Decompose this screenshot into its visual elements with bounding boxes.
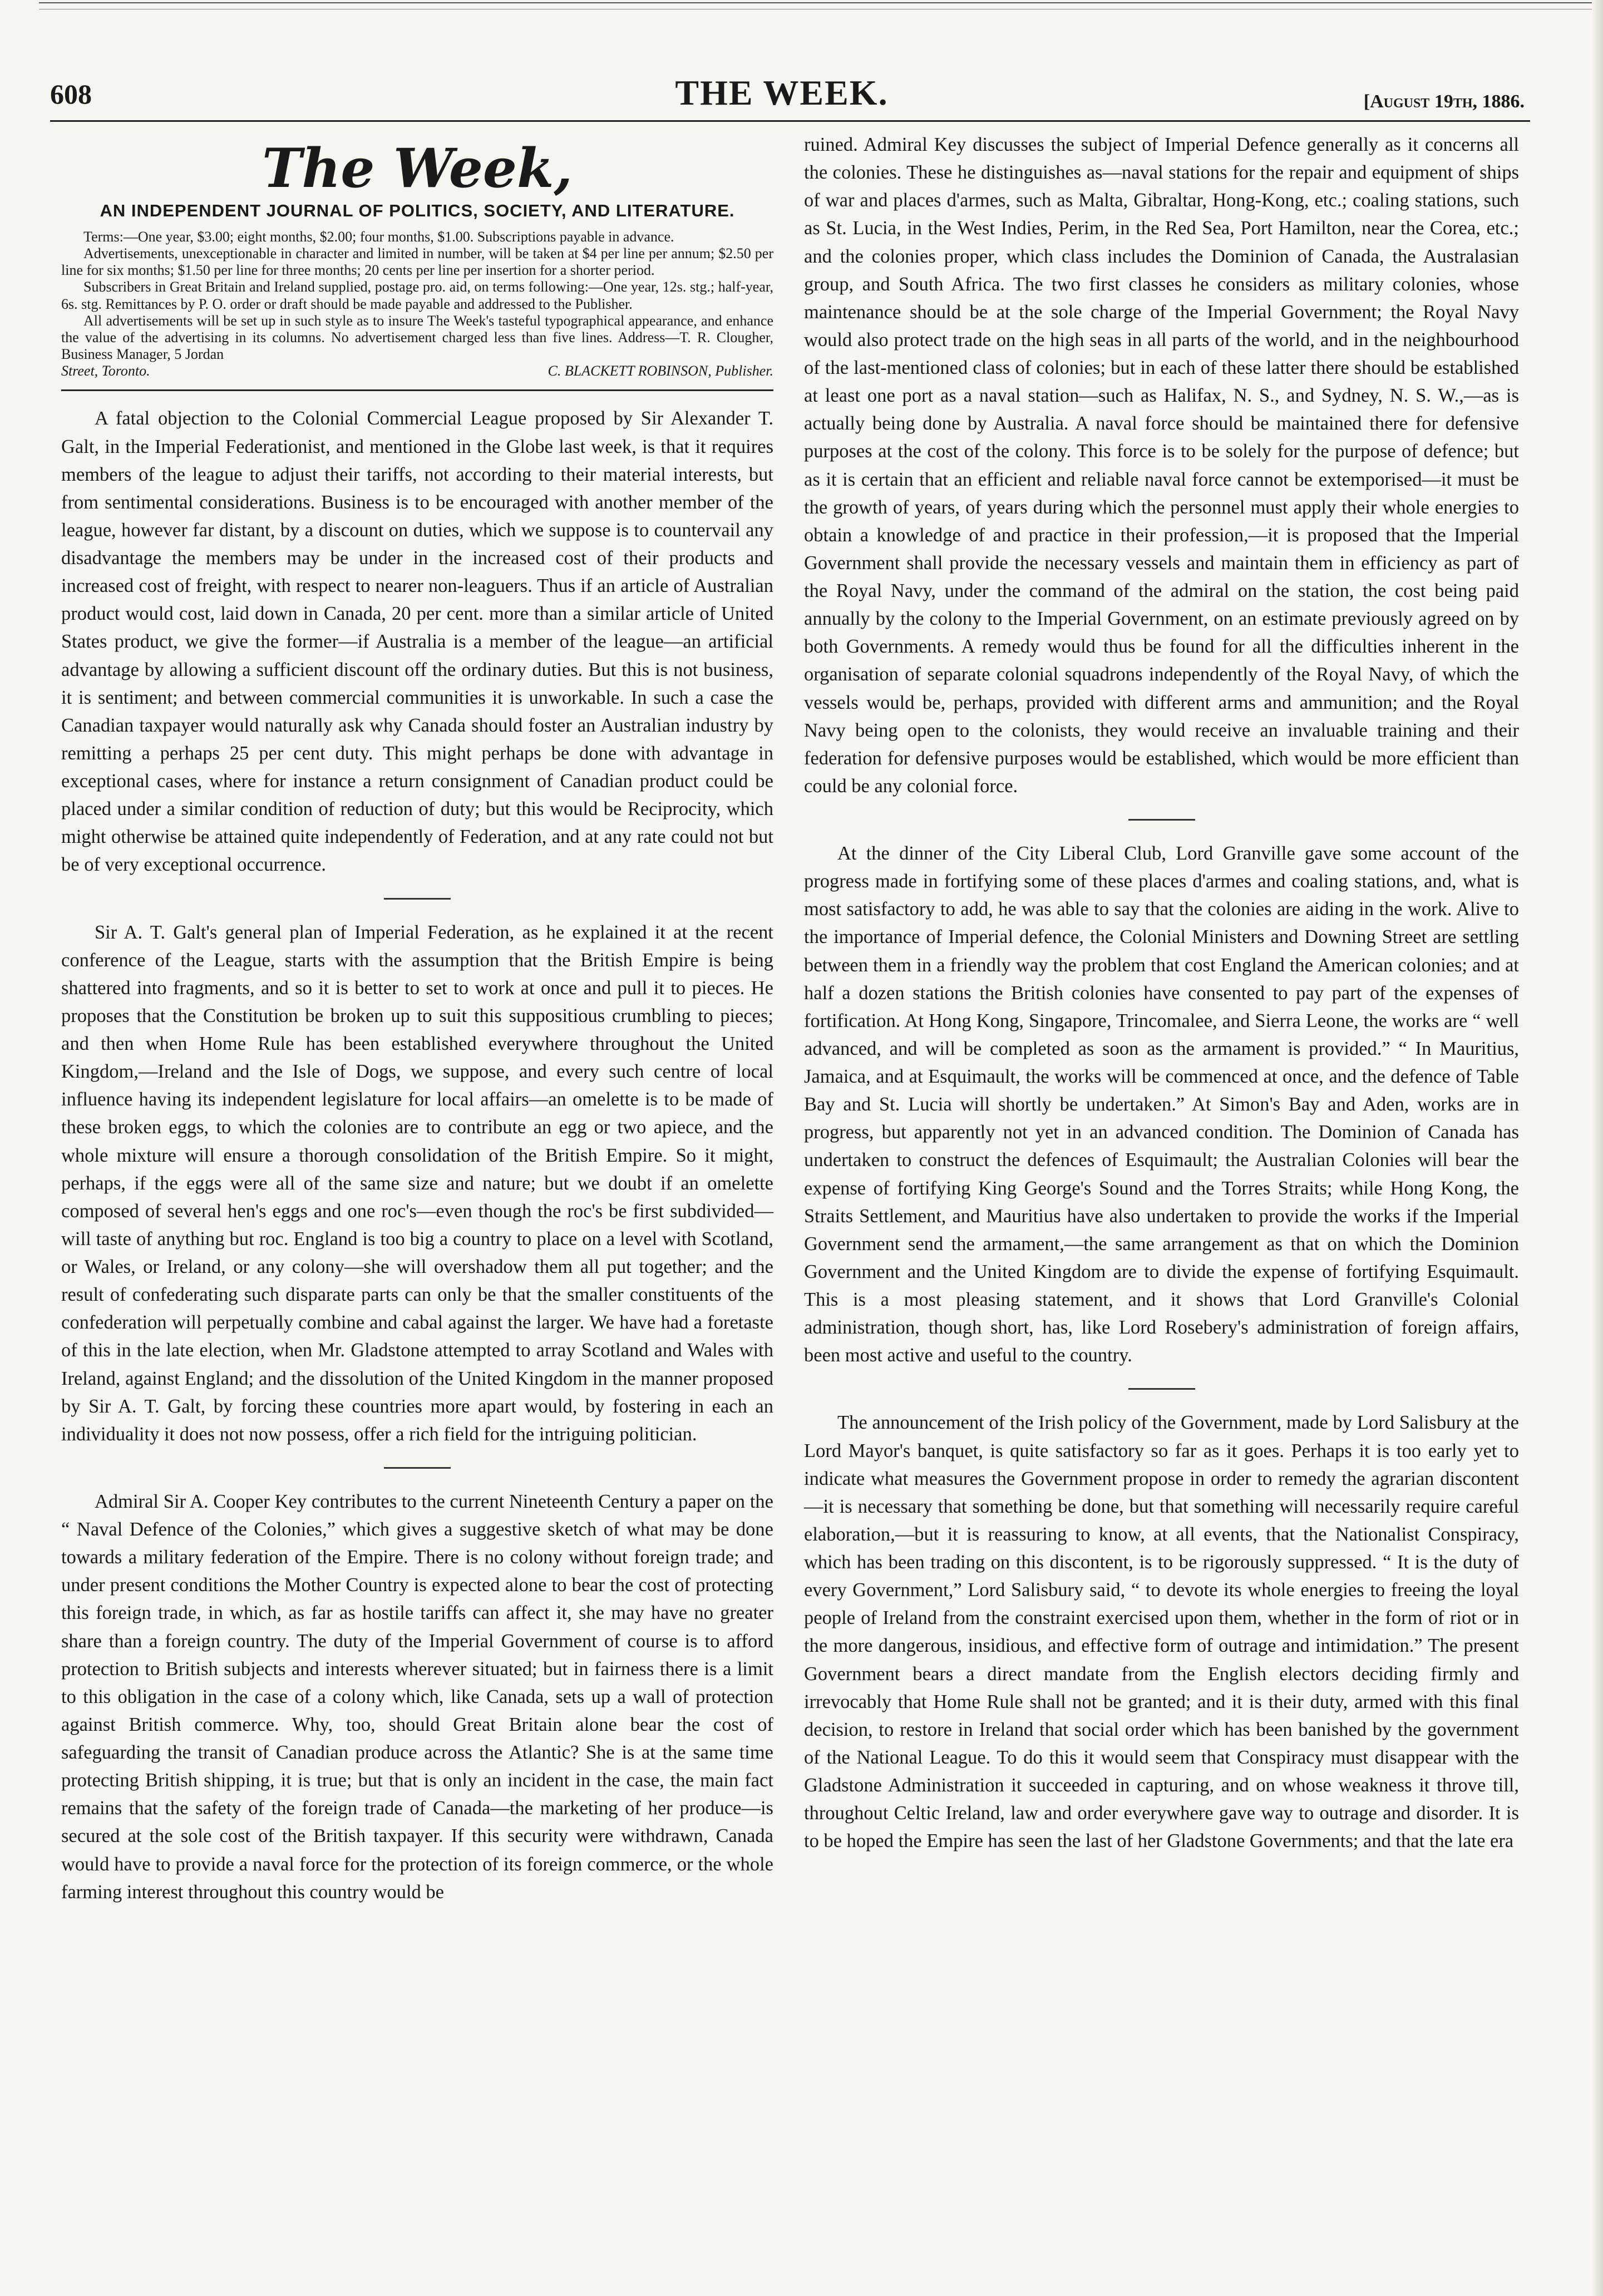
terms-subscribers-uk: Subscribers in Great Britain and Ireland supplied, postage pro. aid, on terms following:—One year, 12s. stg.; half-year, 6s. stg. Remittances by P. O. order or draft should be made payable and addressed to the Publisher. (61, 279, 773, 312)
publisher-signature (61, 363, 773, 379)
page-number: 608 (50, 78, 92, 110)
terms-typography: All advertisements will be set up in such style as to insure The Week's tasteful typographical appearance, and enhance the value of the advertising in its columns. No advertisement charged less than five lines. Address—T. R. Clougher, Business Manager, 5 Jordan (61, 312, 773, 363)
terms-advertisements: Advertisements, unexceptionable in character and limited in number, will be taken at $4 per line per annum; $2.50 per line for six months; $1.50 per line for three months; 20 cents per line per insertion for a shorter period. (61, 245, 773, 279)
article-granville-fortification: At the dinner of the City Liberal Club, Lord Granville gave some account of the progress made in fortifying some of these places d'armes and coaling stations, and, what is most satisfactory to add, he was able to say that the colonies are aiding in the work. Alive to the importance of Imperial defence, the Colonial Ministers and Downing Street are settling between them in a friendly way the problem that cost England the American colonies; and at half a dozen stations the British colonies have consented to pay part of the expenses of fortification. At Hong Kong, Singapore, Trincomalee, and Sierra Leone, the works are “ well advanced, and will be completed as soon as the armament is provided.” “ In Mauritius, Jamaica, and at Esquimault, the works will be commenced at once, and the defence of Table Bay and St. Lucia will shortly be undertaken.” At Simon's Bay and Aden, works are in progress, but apparently not yet in an advanced condition. The Dominion of Canada has undertaken to construct the defences of Esquimault; the Australian Colonies will bear the expense of fortifying King George's Sound and the Torres Straits; while Hong Kong, the Straits Settlement, and Mauritius have also undertaken to provide the works if the Imperial Government send the armament,—the same arrangement as that on which the Dominion Government and the United Kingdom are to divide the expense of fortifying Esquimault. This is a most pleasing statement, and it shows that Lord Granville's Colonial administration, though short, has, like Lord Rosebery's administration of foreign affairs, been most active and useful to the country. (804, 843, 1519, 1366)
right-column (804, 131, 1519, 1855)
terms-block (61, 229, 773, 379)
masthead-subtitle: AN INDEPENDENT JOURNAL OF POLITICS, SOCIETY, AND LITERATURE. (100, 201, 735, 220)
section-divider (384, 1467, 451, 1469)
section-divider (1128, 819, 1195, 821)
article-irish-policy: The announcement of the Irish policy of the Government, made by Lord Salisbury at the Lord Mayor's banquet, is quite satisfactory so far as it goes. Perhaps it is too early yet to indicate what measures the Government propose in order to remedy the agrarian discontent—it is necessary that something be done, but that something will necessarily require careful elaboration,—but it is reassuring to know, at all events, that the Nationalist Conspiracy, which has been trading on this discontent, is to be rigorously suppressed. “ It is the duty of every Government,” Lord Salisbury said, “ to devote its whole energies to freeing the loyal people of Ireland from the constraint exercised upon them, whether in the form of riot or in the more dangerous, insidious, and effective form of outrage and intimidation.” The present Government bears a direct mandate from the English electors deciding firmly and irrevocably that Home Rule shall not be granted; and it is their duty, armed with this final decision, to restore in Ireland that social order which has been banished by the government of the National League. To do this it would seem that Conspiracy must disappear with the Gladstone Administration it succeeded in capturing, and on whose weakness it throve till, throughout Celtic Ireland, law and order everywhere gave way to outrage and disorder. It is to be hoped the Empire has seen the last of her Gladstone Governments; and that the late era (804, 1412, 1519, 1852)
header-rule (50, 120, 1530, 122)
page-edge-shadow (1592, 0, 1603, 2296)
article-naval-defence-cont: ruined. Admiral Key discusses the subject of Imperial Defence generally as it concerns all the colonies. These he distinguishes as—naval stations for the repair and equipment of ships of war and places d'armes, such as Malta, Gibraltar, Hong-Kong, etc.; coaling stations, such as St. Lucia, in the West Indies, Perim, in the Red Sea, Port Hamilton, near the Corea, etc.; and the colonies proper, which class includes the Dominion of Canada, the Australasian group, and South Africa. The two first classes he considers as military colonies, whose maintenance should be at the sole charge of the Imperial Government; the Royal Navy would also protect trade on the high seas in all parts of the world, and in the neighbourhood of the last-mentioned class of colonies; but in each of these latter there should be established at least one port as a naval station—such as Halifax, N. S., and Sydney, N. S. W.,—as is actually being done by Australia. A naval force should be maintained there for defensive purposes at the cost of the colony. This force is to be solely for the purpose of defence; but as it is certain that an efficient and reliable naval force cannot be extemporised—it must be the growth of years, of years during which the personnel must apply their whole energies to obtain a knowledge of and practice in their profession,—it is proposed that the Imperial Government shall provide the necessary vessels and maintain them in efficiency as part of the Royal Navy, under the command of the admiral on the station, the cost being paid annually by the colony to the Imperial Government, on an estimate previously agreed on by both Governments. A remedy would thus be found for all the difficulties inherent in the organisation of separate colonial squadrons independently of the Royal Navy, of which the vessels would be, perhaps, provided with different arms and ammunition; and the Royal Navy being open to the colonists, they would receive an invaluable training and their federation for defensive purposes would be established, which would be more efficient than could be any colonial force. (804, 134, 1519, 797)
section-divider (1128, 1388, 1195, 1390)
terms-subscription: Terms:—One year, $3.00; eight months, $2.00; four months, $1.00. Subscriptions payable in advance. (83, 229, 674, 245)
section-divider (384, 898, 451, 900)
issue-date: [August 19th, 1886. (1363, 91, 1525, 112)
publisher-name: C. BLACKETT ROBINSON, Publisher. (548, 363, 773, 379)
article-colonial-league: A fatal objection to the Colonial Commercial League proposed by Sir Alexander T. Galt, in the Imperial Federationist, and mentioned in the Globe last week, is that it requires members of the league to adjust their tariffs, not according to their material interests, but from sentimental considerations. Business is to be encouraged with another member of the league, however far distant, by a discount on duties, which we suppose is to countervail any disadvantage the members may be under in the increased cost of their products and increased cost of freight, with respect to nearer non-leaguers. Thus if an article of Australian product would cost, laid down in Canada, 20 per cent. more than a similar article of United States product, we give the former—if Australia is a member of the league—an artificial advantage by allowing a sufficient discount off the ordinary duties. But this is not business, it is sentiment; and between commercial communities it is unworkable. In such a case the Canadian taxpayer would naturally ask why Canada should foster an Australian industry by remitting a perhaps 25 per cent duty. This might perhaps be done with advantage in exceptional cases, where for instance a return consignment of Canadian product could be placed under a similar condition of reduction of duty; but this would be Reciprocity, which might otherwise be attained quite independently of Federation, and at any rate could not but be of very exceptional occurrence. (61, 408, 773, 876)
top-border (39, 2, 1597, 9)
masthead-rule (61, 389, 773, 391)
journal-title: THE WEEK. (675, 73, 889, 112)
article-imperial-federation: Sir A. T. Galt's general plan of Imperial Federation, as he explained it at the recent conference of the League, starts with the assumption that the British Empire is being shattered into fragments, and so it is better to set to work at once and pull it to pieces. He proposes that the Constitution be broken up to suit this suppositious crumbling to pieces; and then when Home Rule has been established everywhere throughout the United Kingdom,—Ireland and the Isle of Dogs, we suppose, and every such centre of local influence having its independent legislature for local affairs—an omelette is to be made of these broken eggs, to which the colonies are to contribute an egg or two apiece, and the whole mixture will ensure a thorough consolidation of the British Empire. So it might, perhaps, if the eggs were all of the same size and nature; but we doubt if an omelette composed of several hen's eggs and one roc's—even though the roc's be first subdivided—will taste of anything but roc. England is too big a country to place on a level with Scotland, or Wales, or Ireland, or any colony—she will overshadow them all put together; and the result of confederating such disparate parts can only be that the smaller constituents of the confederation will perpetually combine and cabal against the larger. We have had a foretaste of this in the late election, when Mr. Gladstone attempted to array Scotland and Wales with Ireland, against England; and the dissolution of the United Kingdom in the manner proposed by Sir A. T. Galt, by forcing these countries more apart would, by fostering in each an individuality it does not now possess, offer a rich field for the intriguing politician. (61, 921, 773, 1445)
article-naval-defence: Admiral Sir A. Cooper Key contributes to the current Nineteenth Century a paper on the “ Naval Defence of the Colonies,” which gives a suggestive sketch of what may be done towards a military federation of the Empire. There is no colony without foreign trade; and under present conditions the Mother Country is expected alone to bear the cost of protecting this foreign trade, in which, as far as hostile tariffs can affect it, she may have no greater share than a foreign country. The duty of the Imperial Government of course is to afford protection to British subjects and interests wherever situated; but in fairness there is a limit to this obligation in the case of a colony which, like Canada, sets up a wall of protection against British commerce. Why, too, should Great Britain alone bear the cost of safeguarding the transit of Canadian produce across the Atlantic? She is at the same time protecting British shipping, it is true; but that is only an incident in the case, the main fact remains that the safety of the foreign trade of Canada—the marketing of her produce—is secured at the sole cost of the British taxpayer. If this security were withdrawn, Canada would have to provide a naval force for the protection of its foreign commerce, or the whole farming interest throughout this country would be (61, 1490, 773, 1903)
publisher-address: Street, Toronto. (61, 363, 150, 379)
running-head (39, 72, 1525, 122)
left-column (61, 131, 773, 1906)
masthead-title: The Week, (262, 137, 573, 200)
